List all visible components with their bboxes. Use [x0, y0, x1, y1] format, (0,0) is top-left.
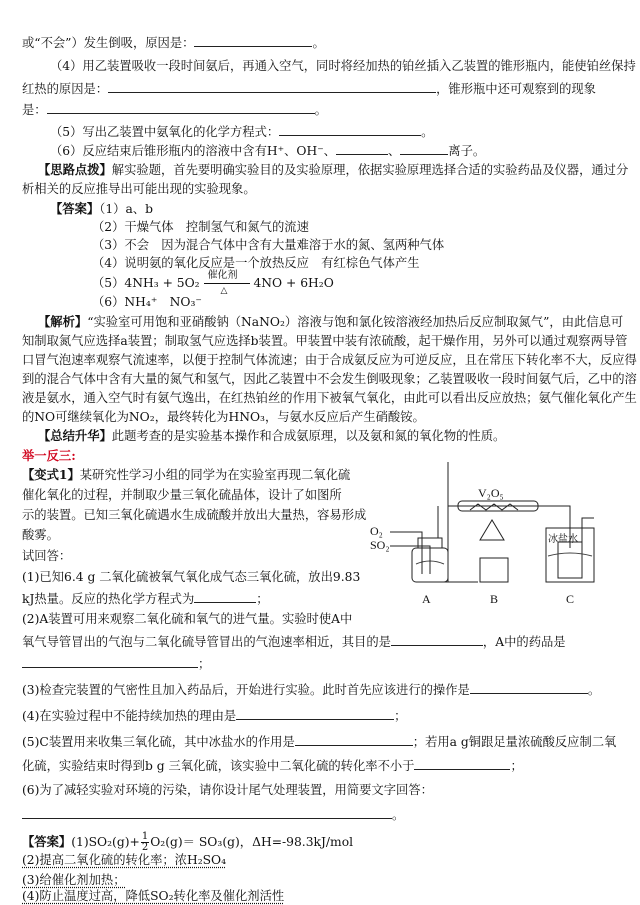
text-line: 红热的原因是： ，锥形瓶中还可观察到的现象 [22, 82, 596, 96]
fraction-denominator: 2 [141, 842, 149, 853]
text-line: （2）干燥气体 控制氢气和氮气的流速 [92, 220, 309, 234]
answer-blank[interactable] [414, 757, 510, 770]
text-line: ； [22, 655, 210, 672]
answer-blank[interactable] [108, 80, 436, 93]
equation-line: （5）4NH₃ + 5O₂ 催化剂 △ 4NO + 6H₂O [92, 275, 334, 291]
answer-blank[interactable] [391, 633, 483, 646]
answer-blank[interactable] [22, 655, 198, 668]
answer-blank[interactable] [400, 142, 448, 155]
text-line: (4)在实验过程中不能持续加热的理由是 ； [22, 709, 407, 723]
summary-line: 【总结升华】此题考查的是实验基本操作和合成氨原理，以及氨和氮的氧化物的性质。 [38, 428, 506, 443]
answer-blank[interactable] [236, 707, 394, 720]
answer-blank[interactable] [47, 101, 315, 114]
text-line: 。 [22, 806, 404, 823]
text-line: 催化氧化的过程，并制取少量三氧化硫晶体，设计了如图所 [22, 488, 342, 502]
answer-heading: 【答案】（1）a、b [50, 201, 153, 216]
text-line: （6）反应结束后锥形瓶内的溶液中含有H⁺、OH⁻、 、 离子。 [50, 144, 486, 158]
text-line: (4)防止温度过高，降低SO₂转化率及催化剂活性 [22, 889, 285, 903]
text-line: 试回答： [22, 549, 72, 563]
label-o2: O₂ [370, 524, 383, 538]
text-line: （4）说明氨的氧化反应是一个放热反应 有红棕色气体产生 [92, 256, 420, 270]
text-line: (3)给催化剂加热； [22, 873, 126, 887]
text-line: (1)已知6.4 g 二氧化硫被氧气氧化成气态三氧化硫，放出9.83 [22, 570, 361, 584]
label-so2: SO₂ [370, 538, 390, 552]
text-line: 的NO可继续氧化为NO₂，最终转化为HNO₃，与氨水反应后产生硝酸铵。 [22, 410, 425, 424]
text-line: (5)C装置用来收集三氧化硫，其中冰盐水的作用是 ；若用a g铜跟足量浓硫酸反应制二氧 [22, 735, 617, 749]
thinking-hint: 【思路点拨】解实验题，首先要明确实验目的及实验原理，依据实验原理选择合适的实验药品及仪器，通过分 [38, 162, 629, 177]
heat-symbol: △ [220, 285, 228, 296]
catalyst-label: 催化剂 [207, 269, 238, 281]
text-line: 示的装置。已知三氧化硫遇水生成硫酸并放出大量热，容易形成 [22, 508, 367, 522]
answer-blank[interactable] [336, 142, 388, 155]
answer-blank[interactable] [295, 733, 413, 746]
answer-blank[interactable] [470, 681, 588, 694]
text-line: 氧气导管冒出的气泡与二氧化硫导管冒出的气泡速率相近，其目的是 ，A中的药品是 [22, 635, 566, 649]
answer-blank[interactable] [194, 590, 256, 603]
answer-blank[interactable] [194, 34, 312, 47]
answer-heading-2: 【答案】(1)SO₂(g)+ $\frac{1}{2}$ O₂(g)＝ SO₃(g)，ΔH=-98.3kJ/mol [22, 831, 354, 853]
text-line: kJ热量。反应的热化学方程式为 ； [22, 592, 269, 606]
text-line: (2)A装置可用来观察二氧化硫和氧气的进气量。实验时使A中 [22, 612, 353, 626]
text-line: (6)为了减轻实验对环境的污染，请你设计尾气处理装置，用简要文字回答： [22, 783, 433, 797]
text-line: 口冒气泡速率观察气流速率，以便于控制气体流速；由于合成氨反应为可逆反应，且在常压下转化率不大，反应得 [22, 353, 637, 367]
apparatus-figure [370, 458, 602, 606]
label-c: C [566, 592, 575, 606]
fraction-numerator: 1 [141, 831, 149, 842]
text-line: 析相关的反应推导出可能出现的实验现象。 [22, 182, 256, 196]
label-b: B [490, 592, 499, 606]
text-line: (2)提高二氧化硫的转化率；浓H₂SO₄ [22, 853, 227, 867]
text-line: （4）用乙装置吸收一段时间氨后，再通入空气，同时将经加热的铂丝插入乙装置的锥形瓶内，能使铂丝保持 [50, 59, 636, 73]
analysis-heading: 【解析】“实验室可用饱和亚硝酸钠（NaNO₂）溶液与饱和氯化铵溶液经加热后反应制取氮气”，由此信息可 [38, 314, 624, 329]
text-line: 或“不会”）发生倒吸，原因是： 。 [22, 36, 325, 50]
text-line: 酸雾。 [22, 528, 59, 542]
text-line: 知制取氮气应选择a装置；制取氢气应选择b装置。甲装置中装有浓硫酸，起干燥作用，另外可以通过观察两导管 [22, 334, 628, 348]
text-line: （3）不会 因为混合气体中含有大量难溶于水的氮、氢两种气体 [92, 238, 445, 252]
text-line: 化硫，实验结束时得到b g 三氧化硫，该实验中二氧化硫的转化率不小于 ； [22, 759, 523, 773]
answer-blank[interactable] [279, 123, 421, 136]
text-line: (3)检查完装置的气密性且加入药品后，开始进行实验。此时首先应该进行的操作是 。 [22, 683, 601, 697]
variant-heading: 【变式1】某研究性学习小组的同学为在实验室再现二氧化硫 [22, 467, 351, 482]
text-line: （6）NH₄⁺ NO₃⁻ [92, 295, 202, 309]
label-a: A [422, 592, 431, 606]
text-line: 液是氨水，通入空气时有氨气逸出，在红热铂丝的作用下被氧气氧化，由此可以看出反应放热；氨气催化氧化产生 [22, 391, 637, 405]
practice-heading: 举一反三: [22, 448, 76, 463]
label-v2o5: V₂O₅ [478, 486, 504, 500]
text-line: 到的混合气体中含有大量的氮气和氢气，因此乙装置中不会发生倒吸现象；乙装置吸收一段时间氨气后，乙中的溶 [22, 372, 637, 386]
text-line: （5）写出乙装置中氨氧化的化学方程式： 。 [50, 125, 434, 139]
text-line: 是： 。 [22, 103, 327, 117]
answer-blank[interactable] [22, 806, 392, 819]
label-ice-salt-water: 冰盐水 [548, 534, 578, 545]
